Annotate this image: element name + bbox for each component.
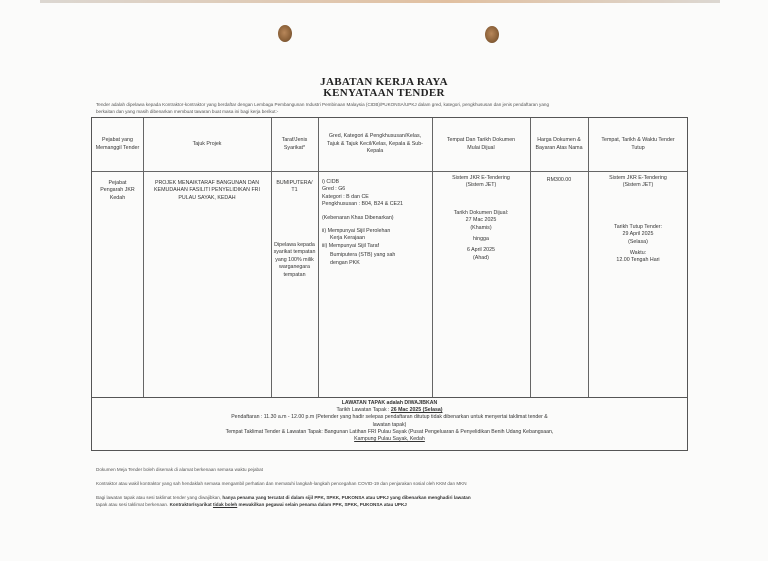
sale-date-from: 27 Mac 2025 xyxy=(465,217,497,224)
paper-edge xyxy=(40,0,720,3)
closing-details xyxy=(588,175,688,265)
note-3-part-a: Bagi lawatan tapak atau sesi taklimat tender yang diwajibkan, xyxy=(96,495,222,500)
site-visit-box xyxy=(91,398,688,451)
grade-kategori: Kategori : B dan CE xyxy=(322,193,369,200)
registration-line-cont: lawatan tapak) xyxy=(372,421,407,428)
sale-date-label: Tarikh Dokumen Dijual: xyxy=(453,209,509,216)
note-3-part-d: Kontraktor/syarikat xyxy=(169,502,212,507)
site-visit-date-value: 26 Mac 2025 (Selasa) xyxy=(390,407,443,414)
sale-place-sub: (Sistem JET) xyxy=(465,182,497,189)
intro-line-2: berkaitan dan yang masih dibenarkan membuat tawaran buat masa ini bagi kerja berikut:- xyxy=(96,109,279,114)
note-1: Dokumen Meja Tender boleh disemak di alamat berkenaan semasa waktu pejabat xyxy=(96,467,263,472)
header-office: Pejabat yang Memanggil Tender xyxy=(95,137,140,151)
closing-time: 12.00 Tengah Hari xyxy=(616,257,660,264)
closing-date-label: Tarikh Tutup Tender: xyxy=(614,223,662,230)
venue-label: Tempat Taklimat Tender & Lawatan Tapak: xyxy=(225,428,323,435)
sale-place: Sistem JKR E-Tendering xyxy=(452,175,510,181)
header-company-status: Taraf/Jenis Syarikat* xyxy=(281,137,308,151)
sale-day-from: (Khamis) xyxy=(470,224,492,231)
note-2: Kontraktor atau wakil kontraktor yang sah hendaklah semasa mengambil perhatian dan mematuhi langkah-langkah pencegahan COVID-19 dan penjarakan sosial oleh KKM dan MKN xyxy=(96,481,467,486)
closing-time-label: Waktu: xyxy=(629,250,647,257)
grade-req2-cont: Kerja Kerajaan xyxy=(330,235,366,242)
closing-place: Sistem JKR E-Tendering xyxy=(609,175,667,181)
sale-until: hingga xyxy=(473,236,489,243)
department-title: JABATAN KERJA RAYA xyxy=(320,76,448,88)
intro-line-1: Tender adalah dipelawa kepada Kontraktor-kontraktor yang berdaftar dengan Lembaga Pembangunan Industri Pembinaan Malaysia (CIDB)/PUKONSA/UPKJ dalam gred, kategori, pengkhususan dan jenis pendaftaran yang xyxy=(96,102,550,107)
project-title-value: PROJEK MENAIKTARAF BANGUNAN DAN KEMUDAHAN FASILITI PENYELIDIKAN FRI PULAU SAYAK, KEDAH xyxy=(154,180,260,201)
tender-table xyxy=(91,117,688,398)
venue-line xyxy=(92,429,687,436)
note-3-part-f: mewakilkan pegawai selain penama dalam PPK, SPKK, PUKONSA atau UPKJ xyxy=(238,502,407,507)
grade-req2: ii) Mempunyai Sijil Perolehan xyxy=(322,228,391,235)
site-visit-date-label: Tarikh Lawatan Tapak : xyxy=(336,407,390,414)
grade-details xyxy=(320,179,432,267)
grade-req3: iii) Mempunyai Sijil Taraf xyxy=(322,242,380,249)
notice-title: KENYATAAN TENDER xyxy=(323,87,445,99)
note-3-part-e: tidak boleh xyxy=(212,502,238,507)
sale-details xyxy=(432,175,530,262)
grade-cidb: i) CIDB xyxy=(322,179,340,185)
closing-place-sub: (Sistem JET) xyxy=(622,182,654,189)
company-note: Dipelawa kepada syarikat tempatan yang 100% milik warganegara tempatan xyxy=(273,242,316,278)
note-3 xyxy=(96,494,656,508)
sale-date-to: 6 April 2025 xyxy=(467,247,495,254)
grade-pengkhususan: Pengkhususan : B04, B24 & CE21 xyxy=(322,201,403,208)
registration-line: Pendaftaran : 11.30 a.m - 12.00 p.m (Petender yang hadir selepas pendaftaran ditutup tidak dibenarkan untuk menyertai taklimat tender & xyxy=(231,414,548,421)
note-3-part-b: hanya penama yang tercatat di dalam sijil PPK, SPKK, PUKONSA atau UPKJ yang dibenarkan menghadiri lawatan xyxy=(222,495,471,500)
company-status-value: BUMIPUTERA/ T1 xyxy=(276,180,313,194)
price-value: RM300.00 xyxy=(546,177,572,183)
grade-gred: Gred : G6 xyxy=(322,186,346,193)
header-project-title: Tajuk Projek xyxy=(192,140,222,147)
intro-text xyxy=(96,101,696,115)
header-price: Harga Dokumen & Bayaran Atas Nama xyxy=(535,137,583,151)
punch-hole-right xyxy=(485,26,499,43)
grade-special: (Kebenaran Khas Dibenarkan) xyxy=(322,214,394,221)
office-value: Pejabat Pengarah JKR Kedah xyxy=(100,180,135,201)
sale-day-to: (Ahad) xyxy=(473,254,489,261)
venue-line-cont: Kampung Pulau Sayak, Kedah xyxy=(354,436,425,443)
header-closing: Tempat, Tarikh & Waktu Tender Tutup xyxy=(601,137,675,151)
venue-value: Bangunan Latihan FRI Pulau Sayak (Pusat Pengeluaran & Penyelidikan Benih Udang Kebangsaan, xyxy=(324,428,554,435)
site-visit-date xyxy=(92,407,687,414)
note-3-part-c: tapak atau sesi taklimat berkenaan. xyxy=(96,502,169,507)
closing-date: 29 April 2025 xyxy=(622,231,654,238)
header-grade: Gred, Kategori & Pengkhususan/Kelas, Tajuk & Tajuk Kecil/Kelas, Kepala & Sub-Kepala xyxy=(327,133,423,155)
divider xyxy=(92,171,687,172)
punch-hole-left xyxy=(278,25,292,42)
header-document-sale: Tempat Dan Tarikh Dokumen Mulai Dijual xyxy=(446,137,516,151)
grade-req3-cont2: dengan PKK xyxy=(330,259,360,266)
grade-req3-cont: Bumiputera (STB) yang sah xyxy=(330,252,396,259)
closing-day: (Selasa) xyxy=(628,238,648,245)
site-visit-heading: LAWATAN TAPAK adalah DIWAJIBKAN xyxy=(341,400,438,406)
